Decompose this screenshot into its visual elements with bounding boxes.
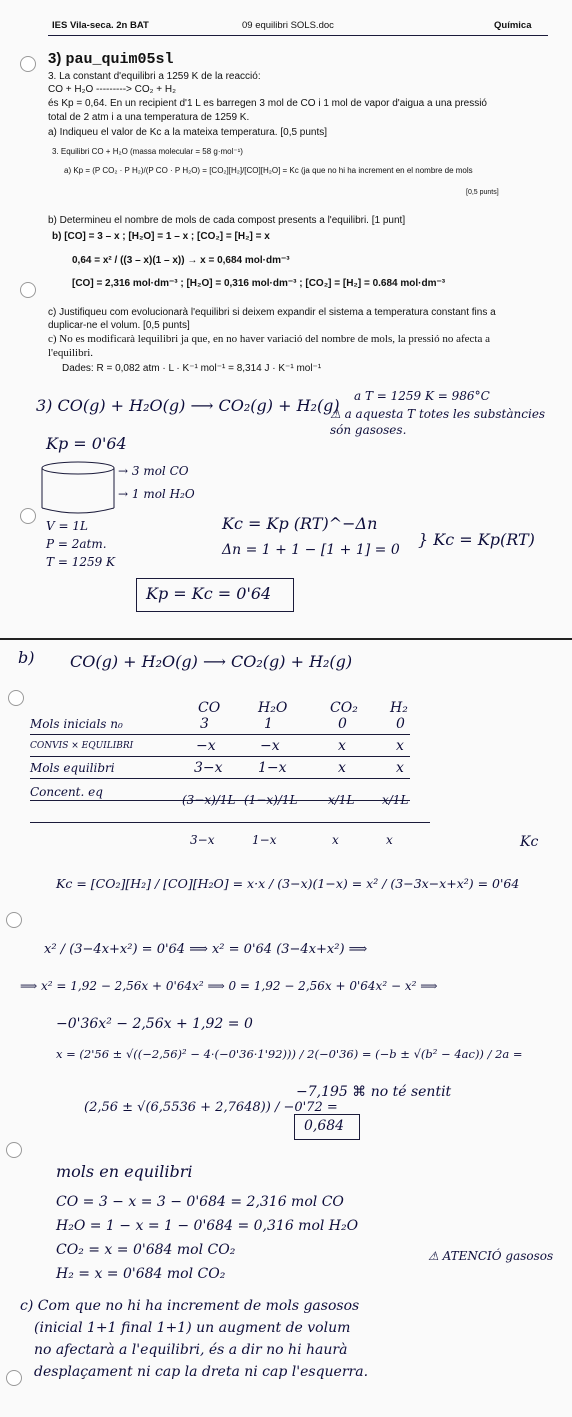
- hw-b-label: b): [18, 648, 35, 667]
- hw-mol-h2: H₂ = x = 0'684 mol CO₂: [56, 1266, 226, 1282]
- hw-p: P = 2atm.: [46, 537, 107, 551]
- flask-drawing: [38, 460, 118, 516]
- hw-eq-5: (2,56 ± √(6,5536 + 2,7648)) / −0'72 =: [84, 1100, 338, 1115]
- table-cell: x/1L: [382, 793, 409, 807]
- hw-kc-label: Kc: [520, 834, 539, 850]
- punch-hole: [6, 1142, 22, 1158]
- part-a: a) Indiqueu el valor de Kc a la mateixa temperatura. [0,5 punts]: [48, 127, 328, 138]
- table-cell: x: [386, 833, 393, 847]
- solution-b-2: 0,64 = x² / ((3 – x)(1 – x)) → x = 0,684 mol·dm⁻³: [72, 255, 290, 266]
- hw-kc-kp: } Kc = Kp(RT): [418, 530, 535, 549]
- hw-a-note: ⚠ a aquesta T totes les substàncies són gasoses.: [330, 407, 546, 437]
- table-row-label: Concent. eq: [30, 785, 103, 799]
- header-file: 09 equilibri SOLS.doc: [242, 20, 334, 31]
- punch-hole: [8, 690, 24, 706]
- table-rule: [30, 822, 430, 823]
- hw-eq-1: x² / (3−4x+x²) = 0'64 ⟹ x² = 0'64 (3−4x+x²) ⟹: [44, 942, 368, 957]
- header-subject: Química: [494, 20, 532, 31]
- hw-mols-title: mols en equilibri: [56, 1162, 193, 1181]
- table-cell: (1−x)/1L: [244, 793, 298, 807]
- header-school: IES Vila-seca. 2n BAT: [52, 20, 149, 31]
- solution-a-title: 3. Equilibri CO + H₂O (massa molecular = 58 g·mol⁻¹): [52, 147, 243, 156]
- hw-v: V = 1L: [46, 519, 88, 533]
- hw-root-1: −7,195 ⌘ no té sentit: [296, 1084, 452, 1100]
- table-row-label: Mols inicials n₀: [30, 717, 123, 731]
- table-cell: x: [396, 738, 404, 754]
- hw-flask-2: → 1 mol H₂O: [118, 487, 195, 501]
- hw-mol-co: CO = 3 − x = 3 − 0'684 = 2,316 mol CO: [56, 1194, 344, 1210]
- hw-a-reaction: 3) CO(g) + H₂O(g) ⟶ CO₂(g) + H₂(g): [36, 396, 340, 415]
- data-constants: Dades: R = 0,082 atm · L · K⁻¹ mol⁻¹ = 8,314 J · K⁻¹ mol⁻¹: [62, 363, 322, 374]
- table-cell: 0: [396, 716, 405, 732]
- table-header-cell: CO₂: [330, 700, 358, 716]
- table-header-cell: H₂: [390, 700, 408, 716]
- punch-hole: [6, 1370, 22, 1386]
- table-cell: x: [338, 760, 346, 776]
- table-row-label: Mols equilibri: [30, 761, 115, 775]
- table-cell: x/1L: [328, 793, 355, 807]
- table-cell: 1−x: [258, 760, 287, 776]
- hw-c-4: desplaçament ni cap la dreta ni cap l'esquerra.: [34, 1364, 369, 1380]
- table-cell: −x: [196, 738, 216, 754]
- statement-2: és Kp = 0,64. En un recipient d'1 L es barregen 3 mol de CO i 1 mol de vapor d'aigua a una pressió: [48, 98, 487, 109]
- table-cell: (3−x)/1L: [182, 793, 236, 807]
- table-row-below: [30, 830, 410, 852]
- table-cell: 1: [264, 716, 273, 732]
- statement-3: total de 2 atm i a una temperatura de 1259 K.: [48, 112, 250, 123]
- table-row: [30, 736, 410, 758]
- hw-kc-result: Kp = Kc = 0'64: [146, 584, 272, 603]
- table-cell: 3: [200, 716, 209, 732]
- hw-kp: Kp = 0'64: [46, 434, 127, 453]
- hw-kc-formula: Kc = Kp (RT)^−Δn: [222, 514, 378, 533]
- table-cell: x: [332, 833, 339, 847]
- table-header-cell: CO: [198, 700, 221, 716]
- solution-b-3: [CO] = 2,316 mol·dm⁻³ ; [H₂O] = 0,316 mol·dm⁻³ ; [CO₂] = [H₂] = 0.684 mol·dm⁻³: [72, 278, 446, 289]
- table-header-cell: H₂O: [258, 700, 288, 716]
- table-cell: 0: [338, 716, 347, 732]
- table-cell: −x: [260, 738, 280, 754]
- hw-flask-1: → 3 mol CO: [118, 464, 189, 478]
- hw-mol-co2: CO₂ = x = 0'684 mol CO₂: [56, 1242, 236, 1258]
- hw-attention: ⚠ ATENCIÓ gasosos: [428, 1249, 554, 1263]
- header-rule: [48, 35, 548, 36]
- part-b: b) Determineu el nombre de mols de cada compost presents a l'equilibri. [1 punt]: [48, 215, 406, 226]
- hw-c-1: c) Com que no hi ha increment de mols gasosos: [20, 1298, 360, 1314]
- hw-t: T = 1259 K: [46, 555, 116, 569]
- hw-a-temp: a T = 1259 K = 986°C: [354, 389, 490, 403]
- punch-hole: [6, 912, 22, 928]
- statement-1: 3. La constant d'equilibri a 1259 K de la reacció:: [48, 71, 261, 82]
- punch-hole: [20, 282, 36, 298]
- table-cell: 3−x: [190, 833, 215, 847]
- hw-c-3: no afectarà a l'equilibri, és a dir no hi haurà: [34, 1342, 348, 1358]
- solution-a-formula: a) Kp = (P CO₂ · P H₂)/(P CO · P H₂O) = [CO₂][H₂]/[CO][H₂O] = Kc (ja que no hi ha increment en el nombre de mols: [64, 166, 473, 175]
- table-cell: x: [396, 760, 404, 776]
- solution-b-1: b) [CO] = 3 – x ; [H₂O] = 1 – x ; [CO₂] = [H₂] = x: [52, 231, 270, 242]
- hw-eq-2: ⟹ x² = 1,92 − 2,56x + 0'64x² ⟹ 0 = 1,92 − 2,56x + 0'64x² − x² ⟹: [20, 979, 438, 993]
- solution-c-2: l'equilibri.: [48, 347, 94, 359]
- solution-a-points: [0,5 punts]: [466, 189, 499, 196]
- table-cell: x: [338, 738, 346, 754]
- hw-b-reaction: CO(g) + H₂O(g) ⟶ CO₂(g) + H₂(g): [70, 652, 353, 671]
- punch-hole: [20, 508, 36, 524]
- hw-eq-3: −0'36x² − 2,56x + 1,92 = 0: [56, 1016, 253, 1032]
- hw-c-2: (inicial 1+1 final 1+1) un augment de volum: [34, 1320, 351, 1336]
- question-number: 3) pau_quim05sl: [48, 50, 174, 68]
- table-cell: 3−x: [194, 760, 223, 776]
- page-break: [0, 638, 572, 640]
- table-row: [30, 782, 410, 822]
- punch-hole: [20, 56, 36, 72]
- hw-mol-h2o: H₂O = 1 − x = 1 − 0'684 = 0,316 mol H₂O: [56, 1218, 359, 1234]
- solution-c-1: c) No es modificarà lequilibri ja que, en no haver variació del nombre de mols, la pressió no afecta a: [48, 333, 490, 345]
- reaction: CO + H₂O ---------> CO₂ + H₂: [48, 84, 177, 95]
- part-c: c) Justifiqueu com evolucionarà l'equilibri si deixem expandir el sistema a temperatura constant fins a: [48, 307, 496, 318]
- hw-eq-4: x = (2'56 ± √((−2,56)² − 4·(−0'36·1'92))) / 2(−0'36) = (−b ± √(b² − 4ac)) / 2a =: [56, 1047, 523, 1061]
- table-cell: 1−x: [252, 833, 277, 847]
- hw-kc-eq: Kc = [CO₂][H₂] / [CO][H₂O] = x·x / (3−x)(1−x) = x² / (3−3x−x+x²) = 0'64: [56, 876, 520, 891]
- table-row: [30, 714, 410, 736]
- hw-delta-n: Δn = 1 + 1 − [1 + 1] = 0: [222, 542, 400, 558]
- table-row-label: CONVIS × EQUILIBRI: [30, 741, 134, 751]
- hw-root-2: 0,684: [304, 1118, 345, 1134]
- part-c-2: duplicar-ne el volum. [0,5 punts]: [48, 320, 190, 331]
- table-row: [30, 758, 410, 780]
